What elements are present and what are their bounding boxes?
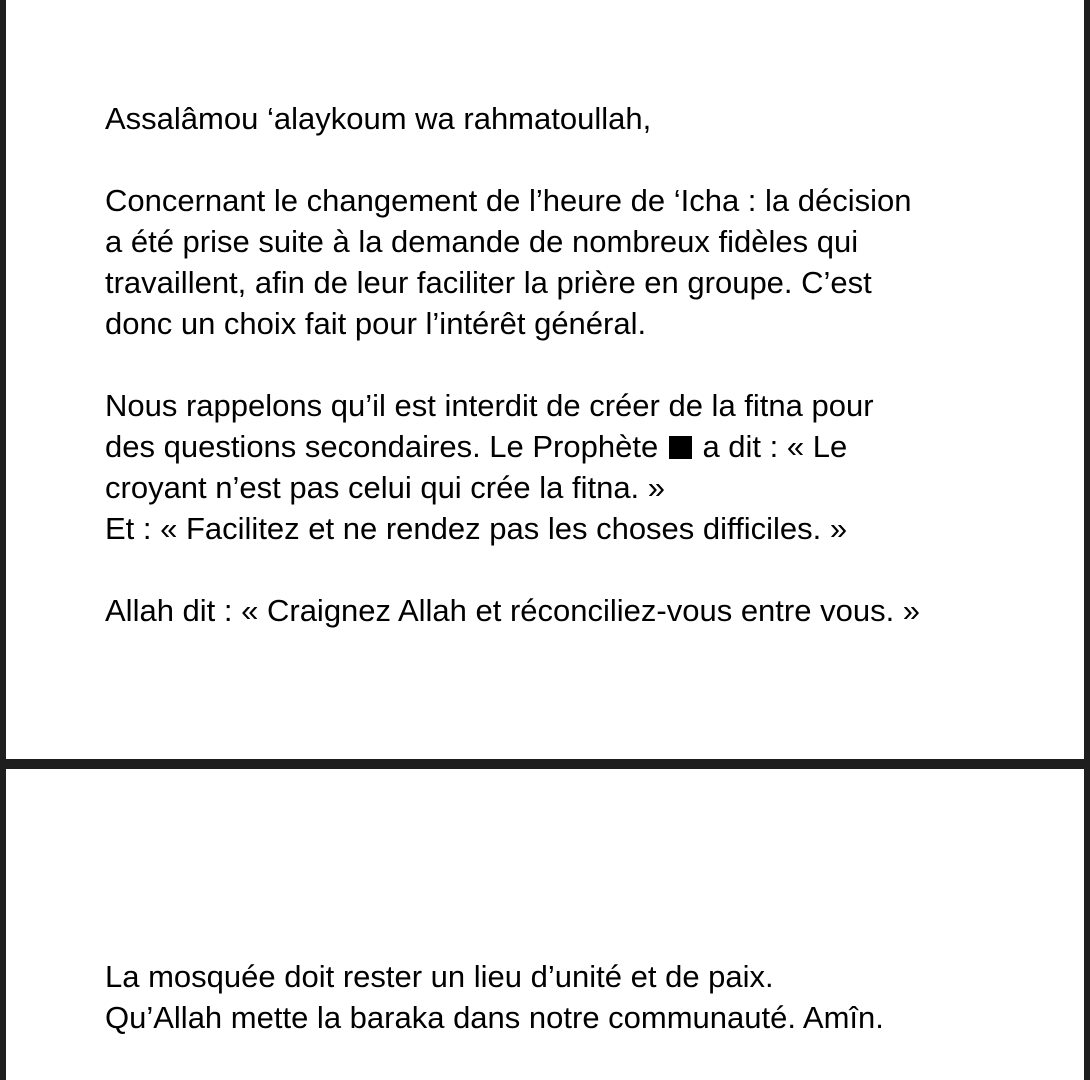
paragraph-1-line: Concernant le changement de l’heure de ‘Icha : la décision bbox=[105, 183, 912, 218]
paragraph-2-line: Et : « Facilitez et ne rendez pas les choses difficiles. » bbox=[105, 511, 848, 546]
page-2-text bbox=[105, 956, 884, 1038]
paragraph-2-line: Nous rappelons qu’il est interdit de créer de la fitna pour bbox=[105, 388, 874, 423]
paragraph-2-line-end: a dit : « Le bbox=[693, 429, 848, 464]
paragraph-1-line: travaillent, afin de leur faciliter la prière en groupe. C’est bbox=[105, 265, 872, 300]
closing-line: Qu’Allah mette la baraka dans notre communauté. Amîn. bbox=[105, 1000, 884, 1035]
paragraph-1-line: donc un choix fait pour l’intérêt général. bbox=[105, 306, 647, 341]
paragraph-2-line bbox=[105, 426, 920, 467]
closing-line: La mosquée doit rester un lieu d’unité et de paix. bbox=[105, 959, 774, 994]
paragraph-gap bbox=[105, 139, 920, 180]
paragraph-3-line: Allah dit : « Craignez Allah et réconciliez-vous entre vous. » bbox=[105, 593, 921, 628]
missing-glyph-square-icon bbox=[669, 436, 692, 459]
document-page-2 bbox=[6, 769, 1084, 1080]
paragraph-gap bbox=[105, 549, 920, 590]
document-page-1 bbox=[6, 0, 1084, 759]
page-1-text bbox=[105, 98, 920, 631]
paragraph-gap bbox=[105, 344, 920, 385]
paragraph-2-line: croyant n’est pas celui qui crée la fitna. » bbox=[105, 470, 666, 505]
paragraph-2-line-start: des questions secondaires. Le Prophète bbox=[105, 429, 667, 464]
paragraph-1-line: a été prise suite à la demande de nombreux fidèles qui bbox=[105, 224, 859, 259]
greeting: Assalâmou ‘alaykoum wa rahmatoullah, bbox=[105, 101, 652, 136]
